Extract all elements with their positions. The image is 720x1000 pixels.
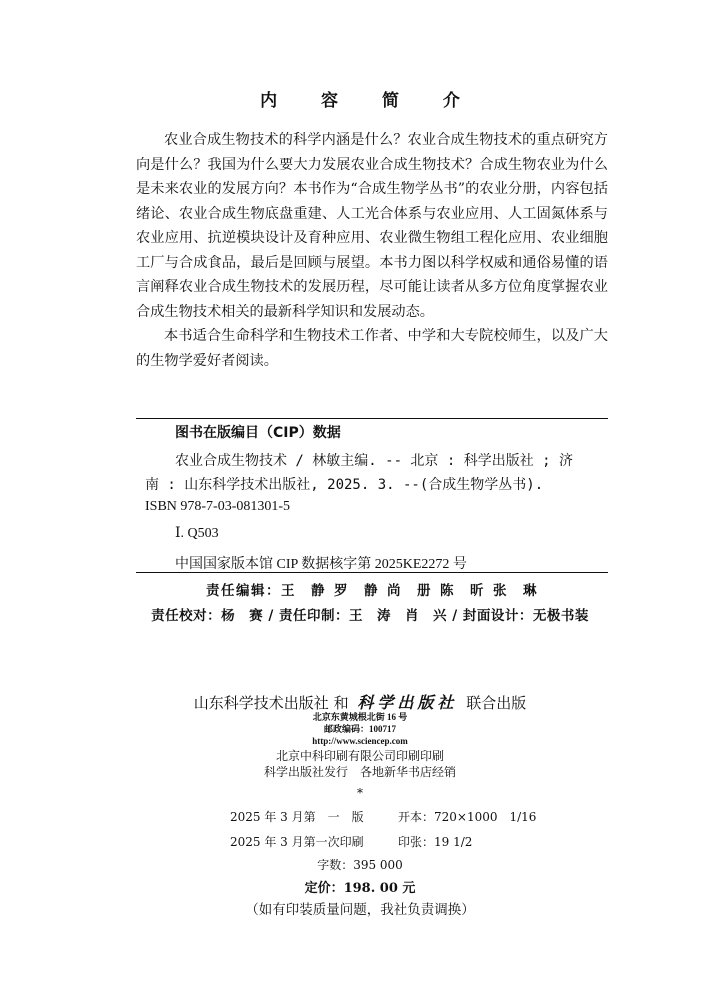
publisher-logo-text: 科学出版社 <box>357 693 458 712</box>
book-introduction <box>136 128 608 373</box>
page-title: 内 容 简 介 <box>260 91 479 111</box>
conjunction: 和 <box>333 694 349 712</box>
printing-supervisor: 责任印制：王 涛 肖 兴 <box>279 608 447 624</box>
separator: / <box>268 608 274 624</box>
printer-line: 北京中科印刷有限公司印刷印刷 <box>275 749 444 763</box>
staff-line <box>120 604 620 624</box>
publisher-address: 北京东黄城根北街 16 号 <box>312 712 408 722</box>
intro-paragraph: 农业合成生物技术的科学内涵是什么？农业合成生物技术的重点研究方向是什么？我国为什么要大力发展农业合成生物技术？合成生物农业为什么是未来农业的发展方向？本书作为“合成生物学丛书”的农业分册，内容包括绪论、农业合成生物底盘重建、人工光合体系与农业应用、人工固氮体系与农业应用、抗逆模块设计及育种应用、农业微生物组工程化应用、农业细胞工厂与合成食品，最后是回顾与展望。本书力图以科学权威和通俗易懂的语言阐释农业合成生物技术的发展历程，尽可能让读者从多方位角度掌握农业合成生物技术相关的最新科学知识和发展动态。 <box>136 132 608 320</box>
printing-info: 2025 年 3 月第一次印刷 <box>230 835 364 849</box>
joint-publishing: 联合出版 <box>466 694 527 712</box>
edition: 2025 年 3 月第 一 版 <box>230 810 364 824</box>
editor-name: 罗 静 <box>334 583 379 599</box>
cip-record-line: 南 : 山东科学技术出版社, 2025. 3. --(合成生物学丛书). <box>145 477 544 493</box>
cip-heading: 图书在版编目（CIP）数据 <box>175 425 341 441</box>
cip-record-line: 农业合成生物技术 / 林敏主编. -- 北京 : 科学出版社 ; 济 <box>175 453 574 469</box>
asterisk-divider: * <box>357 786 363 800</box>
distribution-line: 科学出版社发行 各地新华书店经销 <box>263 765 456 779</box>
publisher-postcode: 邮政编码：100717 <box>323 724 396 734</box>
cip-isbn: ISBN 978-7-03-081301-5 <box>145 499 291 514</box>
cip-number: 中国国家版本馆 CIP 数据核字第 2025KE2272 号 <box>175 557 467 572</box>
publisher-line <box>0 690 720 713</box>
publisher-website: http://www.sciencep.com <box>312 736 408 746</box>
printing-row <box>230 833 472 850</box>
quality-notice: （如有印装质量问题，我社负责调换） <box>245 902 475 918</box>
editors-label: 责任编辑： <box>206 583 281 599</box>
editor-name: 张 琳 <box>493 583 538 599</box>
format: 开本：720×1000 1/16 <box>398 810 537 824</box>
intro-paragraph: 本书适合生命科学和生物技术工作者、中学和大专院校师生，以及广大的生物学爱好者阅读。 <box>136 328 608 369</box>
word-count: 字数：395 000 <box>317 858 403 872</box>
cover-designer: 封面设计：无极书装 <box>462 608 589 624</box>
publisher-name: 山东科学技术出版社 <box>193 694 329 712</box>
price: 定价：198. 00 元 <box>304 881 416 896</box>
cip-top-rule <box>136 418 608 419</box>
sheets: 印张：19 1/2 <box>398 835 473 849</box>
editor-name: 王 静 <box>281 583 326 599</box>
separator: / <box>452 608 458 624</box>
cip-bottom-rule <box>136 572 608 573</box>
editor-name: 陈 昕 <box>440 583 485 599</box>
editor-name: 尚 册 <box>387 583 432 599</box>
cip-classification: Ⅰ. Q503 <box>175 526 219 541</box>
editors-line <box>136 579 608 599</box>
proofreader: 责任校对：杨 赛 <box>151 608 264 624</box>
edition-row <box>230 808 536 825</box>
